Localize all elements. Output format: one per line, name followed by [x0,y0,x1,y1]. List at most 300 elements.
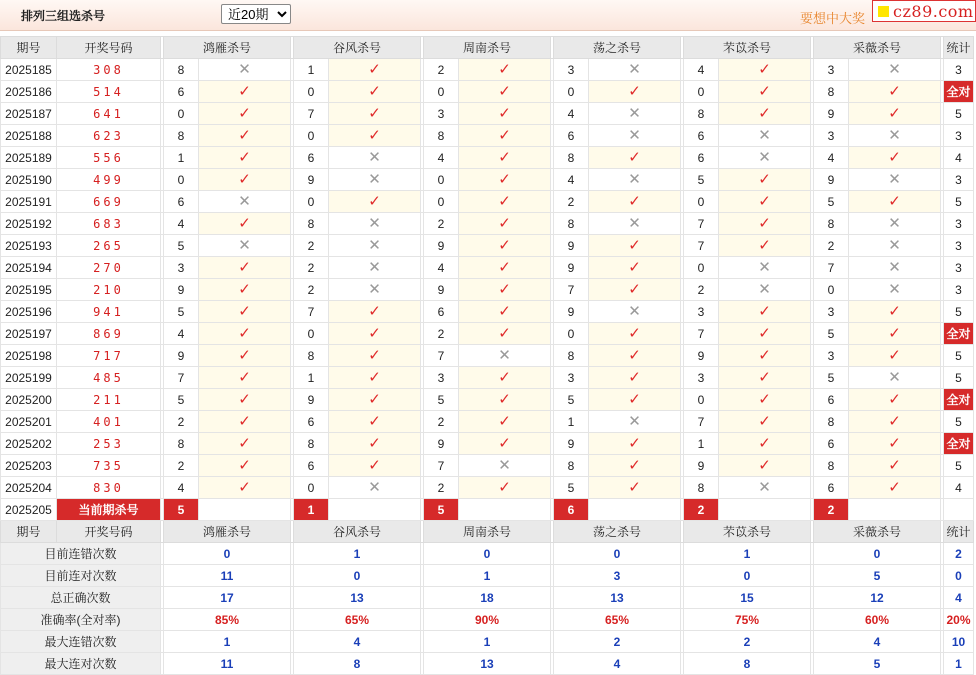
summary-label: 目前连对次数 [1,565,161,587]
kill-number-cell: 9 [554,433,589,455]
result-cell [719,147,811,169]
result-cell [329,411,421,433]
check-icon: ✓ [368,413,381,430]
kill-number-cell: 6 [164,81,199,103]
stat-cell: 5 [944,345,974,367]
result-cell [589,345,681,367]
kill-number-cell: 7 [684,323,719,345]
check-icon: ✓ [238,83,251,100]
cross-icon: ✕ [498,347,511,364]
result-cell [329,103,421,125]
kill-number-cell: 6 [554,125,589,147]
kill-number-cell: 6 [684,125,719,147]
result-cell [199,235,291,257]
result-cell [849,323,941,345]
check-icon: ✓ [238,435,251,452]
summary-value: 8 [684,653,811,675]
result-cell [719,345,811,367]
draw-numbers-cell: 623 [57,125,161,147]
check-icon: ✓ [758,193,771,210]
draw-numbers-cell: 556 [57,147,161,169]
table-row [1,169,974,191]
table-row [1,103,974,125]
table-row [1,81,974,103]
result-cell [589,367,681,389]
current-period-row [1,499,974,521]
kill-number-cell: 7 [684,411,719,433]
summary-row [1,543,974,565]
summary-stat: 4 [944,587,974,609]
cross-icon: ✕ [758,479,771,496]
result-cell [849,455,941,477]
draw-numbers-cell: 514 [57,81,161,103]
kill-number-cell: 7 [424,345,459,367]
kill-number-cell: 0 [554,81,589,103]
stat-cell: 3 [944,213,974,235]
stat-cell: 4 [944,477,974,499]
kill-number-cell: 8 [554,213,589,235]
kill-number-cell: 7 [814,257,849,279]
summary-value: 12 [814,587,941,609]
kill-number-cell: 6 [294,147,329,169]
kill-number-cell: 0 [684,389,719,411]
result-cell [849,433,941,455]
result-cell [199,169,291,191]
result-cell [849,81,941,103]
kill-number-cell: 2 [814,235,849,257]
result-cell [459,235,551,257]
summary-label: 总正确次数 [1,587,161,609]
kill-number-cell: 5 [164,235,199,257]
summary-value: 2 [554,631,681,653]
result-cell [719,389,811,411]
cross-icon: ✕ [888,281,901,298]
result-cell [199,301,291,323]
current-kill-number: 1 [294,499,329,521]
period-range-select[interactable] [221,4,291,24]
kill-number-cell: 5 [814,367,849,389]
table-row [1,345,974,367]
kill-number-cell: 8 [164,125,199,147]
kill-number-cell: 8 [424,125,459,147]
draw-numbers-cell: 253 [57,433,161,455]
summary-value: 13 [294,587,421,609]
kill-number-cell: 7 [294,301,329,323]
result-cell [589,169,681,191]
cross-icon: ✕ [888,215,901,232]
result-cell [719,103,811,125]
result-cell [329,191,421,213]
kill-number-cell: 8 [814,455,849,477]
cross-icon: ✕ [368,479,381,496]
check-icon: ✓ [498,127,511,144]
kill-number-cell: 4 [684,59,719,81]
result-cell [719,455,811,477]
period-cell: 2025199 [1,367,57,389]
check-icon: ✓ [498,215,511,232]
check-icon: ✓ [888,149,901,166]
kill-number-cell: 9 [424,279,459,301]
check-icon: ✓ [888,303,901,320]
result-cell [329,345,421,367]
result-cell [719,81,811,103]
result-cell [329,279,421,301]
cross-icon: ✕ [758,259,771,276]
check-icon: ✓ [238,479,251,496]
check-icon: ✓ [758,61,771,78]
cross-icon: ✕ [628,215,641,232]
result-cell [329,125,421,147]
stat-cell: 3 [944,59,974,81]
result-cell [459,433,551,455]
summary-value: 0 [424,543,551,565]
result-cell [329,323,421,345]
period-cell: 2025190 [1,169,57,191]
check-icon: ✓ [238,127,251,144]
check-icon: ✓ [758,347,771,364]
check-icon: ✓ [758,105,771,122]
result-cell [719,169,811,191]
kill-number-cell: 5 [554,477,589,499]
result-cell [459,477,551,499]
stat-cell: 3 [944,235,974,257]
summary-value: 17 [164,587,291,609]
check-icon: ✓ [368,105,381,122]
kill-number-cell: 0 [684,81,719,103]
top-header-row [1,37,974,59]
table-row [1,257,974,279]
summary-stat: 10 [944,631,974,653]
period-cell: 2025197 [1,323,57,345]
result-cell [199,125,291,147]
result-cell [459,367,551,389]
kill-number-cell: 1 [554,411,589,433]
result-cell [719,125,811,147]
stat-cell: 5 [944,103,974,125]
summary-value: 1 [294,543,421,565]
result-cell [719,235,811,257]
summary-stat: 1 [944,653,974,675]
kill-number-cell: 0 [684,191,719,213]
kill-number-cell: 8 [684,477,719,499]
site-logo[interactable] [872,0,976,22]
cross-icon: ✕ [368,215,381,232]
check-icon: ✓ [888,325,901,342]
summary-row [1,653,974,675]
check-icon: ✓ [498,479,511,496]
kill-number-cell: 8 [554,147,589,169]
result-cell [459,455,551,477]
summary-value: 18 [424,587,551,609]
cross-icon: ✕ [888,369,901,386]
check-icon: ✓ [368,369,381,386]
check-icon: ✓ [758,171,771,188]
check-icon: ✓ [238,369,251,386]
check-icon: ✓ [238,413,251,430]
summary-value: 1 [684,543,811,565]
check-icon: ✓ [498,61,511,78]
draw-numbers-cell: 641 [57,103,161,125]
summary-value: 90% [424,609,551,631]
all-correct-badge: 全对 [944,389,974,411]
current-kill-number: 5 [164,499,199,521]
check-icon: ✓ [238,105,251,122]
result-cell [199,323,291,345]
all-correct-badge: 全对 [944,81,974,103]
kill-number-cell: 1 [294,59,329,81]
result-cell [199,279,291,301]
expert-header: 芣苡杀号 [684,37,811,59]
cross-icon: ✕ [238,193,251,210]
period-cell: 2025198 [1,345,57,367]
table-row [1,433,974,455]
check-icon: ✓ [498,237,511,254]
cross-icon: ✕ [628,105,641,122]
check-icon: ✓ [238,259,251,276]
kill-number-cell: 1 [684,433,719,455]
kill-number-cell: 2 [424,59,459,81]
check-icon: ✓ [238,303,251,320]
all-correct-badge: 全对 [944,433,974,455]
current-period-cell: 2025205 [1,499,57,521]
cross-icon: ✕ [628,171,641,188]
result-cell [199,59,291,81]
period-cell: 2025196 [1,301,57,323]
kill-number-cell: 8 [554,345,589,367]
logo-square-icon [878,6,889,17]
kill-number-cell: 9 [684,455,719,477]
check-icon: ✓ [628,369,641,386]
summary-value: 85% [164,609,291,631]
table-row [1,147,974,169]
check-icon: ✓ [758,413,771,430]
expert-header: 荡之杀号 [554,37,681,59]
result-cell [199,147,291,169]
cross-icon: ✕ [888,171,901,188]
result-cell [849,147,941,169]
summary-label: 目前连错次数 [1,543,161,565]
cross-icon: ✕ [368,281,381,298]
result-cell [199,411,291,433]
period-cell: 2025192 [1,213,57,235]
kill-number-cell: 0 [164,169,199,191]
stat-cell: 4 [944,147,974,169]
kill-number-cell: 8 [294,345,329,367]
kill-number-cell: 2 [424,411,459,433]
check-icon: ✓ [368,457,381,474]
kill-number-cell: 0 [424,191,459,213]
result-cell [589,213,681,235]
kill-number-cell: 5 [424,389,459,411]
check-icon: ✓ [498,303,511,320]
table-row [1,411,974,433]
summary-value: 1 [424,565,551,587]
kill-number-cell: 7 [554,279,589,301]
result-cell [329,81,421,103]
cross-icon: ✕ [628,413,641,430]
kill-number-cell: 2 [424,323,459,345]
kill-number-cell: 2 [554,191,589,213]
numbers-header: 开奖号码 [57,37,161,59]
check-icon: ✓ [368,303,381,320]
expert-header: 采薇杀号 [814,521,941,543]
result-cell [849,301,941,323]
expert-header: 鸿雁杀号 [164,521,291,543]
period-cell: 2025204 [1,477,57,499]
kill-number-cell: 9 [814,103,849,125]
check-icon: ✓ [238,325,251,342]
check-icon: ✓ [498,149,511,166]
result-cell [589,477,681,499]
summary-value: 0 [684,565,811,587]
cross-icon: ✕ [888,61,901,78]
result-cell [849,411,941,433]
draw-numbers-cell: 669 [57,191,161,213]
kill-number-cell: 4 [554,169,589,191]
check-icon: ✓ [238,149,251,166]
result-cell [199,477,291,499]
summary-value: 0 [814,543,941,565]
summary-row [1,587,974,609]
result-cell [719,257,811,279]
cross-icon: ✕ [368,237,381,254]
kill-number-cell: 6 [814,433,849,455]
check-icon: ✓ [368,435,381,452]
period-cell: 2025185 [1,59,57,81]
stat-cell: 3 [944,257,974,279]
result-cell [459,59,551,81]
kill-number-cell: 3 [424,367,459,389]
check-icon: ✓ [368,127,381,144]
expert-header: 谷风杀号 [294,37,421,59]
result-cell [719,191,811,213]
summary-value: 65% [554,609,681,631]
result-cell [329,169,421,191]
check-icon: ✓ [628,347,641,364]
result-cell [459,301,551,323]
result-cell [459,147,551,169]
result-cell [849,103,941,125]
kill-number-cell: 8 [294,433,329,455]
period-cell: 2025188 [1,125,57,147]
summary-row [1,609,974,631]
kill-number-cell: 6 [294,455,329,477]
check-icon: ✓ [498,105,511,122]
result-cell [849,125,941,147]
summary-label: 最大连对次数 [1,653,161,675]
result-cell [199,103,291,125]
result-cell [329,367,421,389]
table-row [1,455,974,477]
check-icon: ✓ [888,347,901,364]
kill-number-cell: 9 [164,279,199,301]
kill-number-cell: 9 [684,345,719,367]
expert-header: 周南杀号 [424,521,551,543]
summary-row [1,631,974,653]
kill-number-cell: 3 [424,103,459,125]
summary-value: 0 [554,543,681,565]
check-icon: ✓ [888,105,901,122]
kill-number-cell: 1 [294,367,329,389]
cross-icon: ✕ [888,259,901,276]
result-cell [459,103,551,125]
kill-number-cell: 0 [294,191,329,213]
check-icon: ✓ [498,281,511,298]
stat-cell: 5 [944,191,974,213]
expert-header: 周南杀号 [424,37,551,59]
kill-number-cell: 2 [424,477,459,499]
period-cell: 2025201 [1,411,57,433]
summary-value: 4 [814,631,941,653]
cross-icon: ✕ [238,237,251,254]
cross-icon: ✕ [888,127,901,144]
expert-header: 鸿雁杀号 [164,37,291,59]
result-cell [199,345,291,367]
check-icon: ✓ [758,369,771,386]
kill-number-cell: 5 [814,191,849,213]
kill-number-cell: 2 [294,257,329,279]
draw-numbers-cell: 265 [57,235,161,257]
draw-numbers-cell: 683 [57,213,161,235]
check-icon: ✓ [368,347,381,364]
result-cell [329,301,421,323]
result-cell [459,389,551,411]
kill-number-cell: 8 [294,213,329,235]
result-cell [719,279,811,301]
cross-icon: ✕ [498,457,511,474]
result-cell [459,345,551,367]
check-icon: ✓ [368,391,381,408]
kill-number-cell: 5 [554,389,589,411]
summary-value: 75% [684,609,811,631]
current-kill-number: 2 [684,499,719,521]
kill-number-cell: 9 [814,169,849,191]
check-icon: ✓ [758,215,771,232]
period-cell: 2025189 [1,147,57,169]
result-cell [849,389,941,411]
kill-number-cell: 8 [554,455,589,477]
draw-numbers-cell: 211 [57,389,161,411]
result-cell [459,257,551,279]
summary-value: 5 [814,565,941,587]
kill-number-cell: 4 [164,213,199,235]
check-icon: ✓ [238,215,251,232]
check-icon: ✓ [758,237,771,254]
result-cell [329,389,421,411]
summary-value: 13 [554,587,681,609]
result-cell [459,279,551,301]
current-kill-number: 6 [554,499,589,521]
period-cell: 2025202 [1,433,57,455]
empty-cell [719,499,811,521]
result-cell [589,125,681,147]
kill-number-cell: 7 [164,367,199,389]
summary-value: 3 [554,565,681,587]
table-row [1,279,974,301]
check-icon: ✓ [628,281,641,298]
check-icon: ✓ [628,325,641,342]
check-icon: ✓ [888,391,901,408]
kill-number-cell: 9 [554,301,589,323]
kill-number-cell: 6 [814,389,849,411]
check-icon: ✓ [758,457,771,474]
stat-header: 统计 [944,37,974,59]
result-cell [849,279,941,301]
kill-number-cell: 7 [684,235,719,257]
check-icon: ✓ [628,237,641,254]
kill-number-cell: 8 [164,433,199,455]
kill-number-cell: 3 [554,367,589,389]
